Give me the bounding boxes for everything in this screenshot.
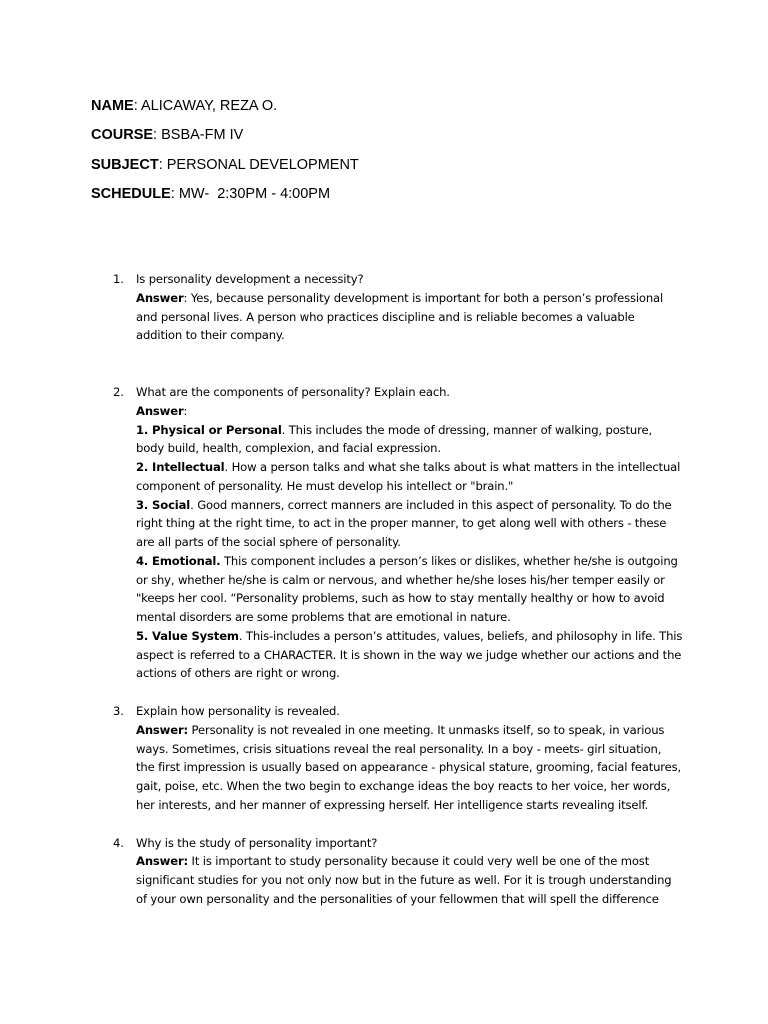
question-text: Explain how personality is revealed. [136,704,340,718]
question-number: 3. [113,704,124,718]
answer-label: Answer: [136,854,189,869]
question-item-3 [113,702,683,815]
component-label: 1. Physical or Personal [136,422,282,437]
component-physical [136,421,683,459]
question-number: 4. [113,835,124,850]
answer-heading [136,402,683,421]
component-emotional [136,552,683,627]
name-value: : ALICAWAY, REZA O. [133,98,278,114]
answer-text: : Yes, because personality development is important for both a person’s professional and personal lives. A person who practices discipline and is reliable becomes a valuable addition to their company. [136,290,664,343]
component-label: 4. Emotional. [136,553,221,568]
question-list [113,270,683,909]
question-text: What are the components of personality? Explain each. [136,385,450,399]
component-value-system [136,627,683,683]
question-item-2 [113,383,683,683]
component-social [136,496,683,552]
question-item-4 [113,834,683,909]
component-text: This component includes a person’s likes or dislikes, whether he/she is outgoing or shy, whether he/she is calm or nervous, and whether he/she loses his/her temper easily or "keeps her cool. “Personality problems, such as how to stay mentally healthy or how to avoid mental disorders are some problems that are emotional in nature. [136,553,678,624]
answer-label: Answer [136,403,184,418]
answer-colon: : [183,403,188,418]
component-label: 3. Social [136,497,191,512]
question-text: Is personality development a necessity? [136,272,364,286]
answer-label: Answer [136,290,184,305]
course-line [91,121,359,150]
answer-paragraph [136,721,683,815]
question-number: 1. [113,272,124,286]
answer-text: It is important to study personality because it could very well be one of the most significant studies for you not only now but in the future as well. For it is trough understanding of your own personality and the personalities of your fellowmen that will spell the difference [136,854,672,906]
schedule-value: : MW- 2:30PM - 4:00PM [170,185,331,202]
schedule-label: SCHEDULE [91,185,171,202]
answer-label: Answer: [136,722,189,737]
component-text: . This-includes a person’s attitudes, values, beliefs, and philosophy in life. This aspect is referred to a CHARACTER. It is shown in the way we judge whether our actions and the actions of others are right or wrong. [136,628,683,681]
subject-label: SUBJECT [91,156,159,173]
subject-line [91,151,359,180]
subject-value: : PERSONAL DEVELOPMENT [158,156,359,173]
question-number: 2. [113,385,124,399]
answer-paragraph [136,289,683,345]
answer-text: Personality is not revealed in one meeting. It unmasks itself, so to speak, in various ways. Sometimes, crisis situations reveal the real personality. In a boy - meets- girl situation, the first impression is usually based on appearance - physical stature, grooming, facial features, gait, poise, etc. When the two begin to exchange ideas the boy reacts to her voice, her words, her interests, and her manner of expressing herself. Her intelligence starts revealing itself. [136,722,682,812]
schedule-line [91,180,359,209]
component-text: . How a person talks and what she talks about is what matters in the intellectual component of personality. He must develop his intellect or "brain." [136,460,681,493]
answer-paragraph [136,852,683,908]
component-intellectual [136,458,683,496]
name-label: NAME [91,98,134,114]
question-text: Why is the study of personality important? [136,835,378,850]
course-label: COURSE [91,127,154,144]
component-label: 2. Intellectual [136,460,225,474]
component-label: 5. Value System [136,628,239,643]
question-item-1 [113,270,683,345]
student-info-header [91,92,359,209]
name-line [91,92,359,121]
component-text: . This includes the mode of dressing, manner of walking, posture, body build, health, complexion, and facial expression. [136,422,652,456]
course-value: : BSBA-FM IV [153,127,244,144]
component-text: . Good manners, correct manners are included in this aspect of personality. To do the right thing at the right time, to act in the proper manner, to get along well with others - these are all parts of the social sphere of personality. [136,497,672,549]
